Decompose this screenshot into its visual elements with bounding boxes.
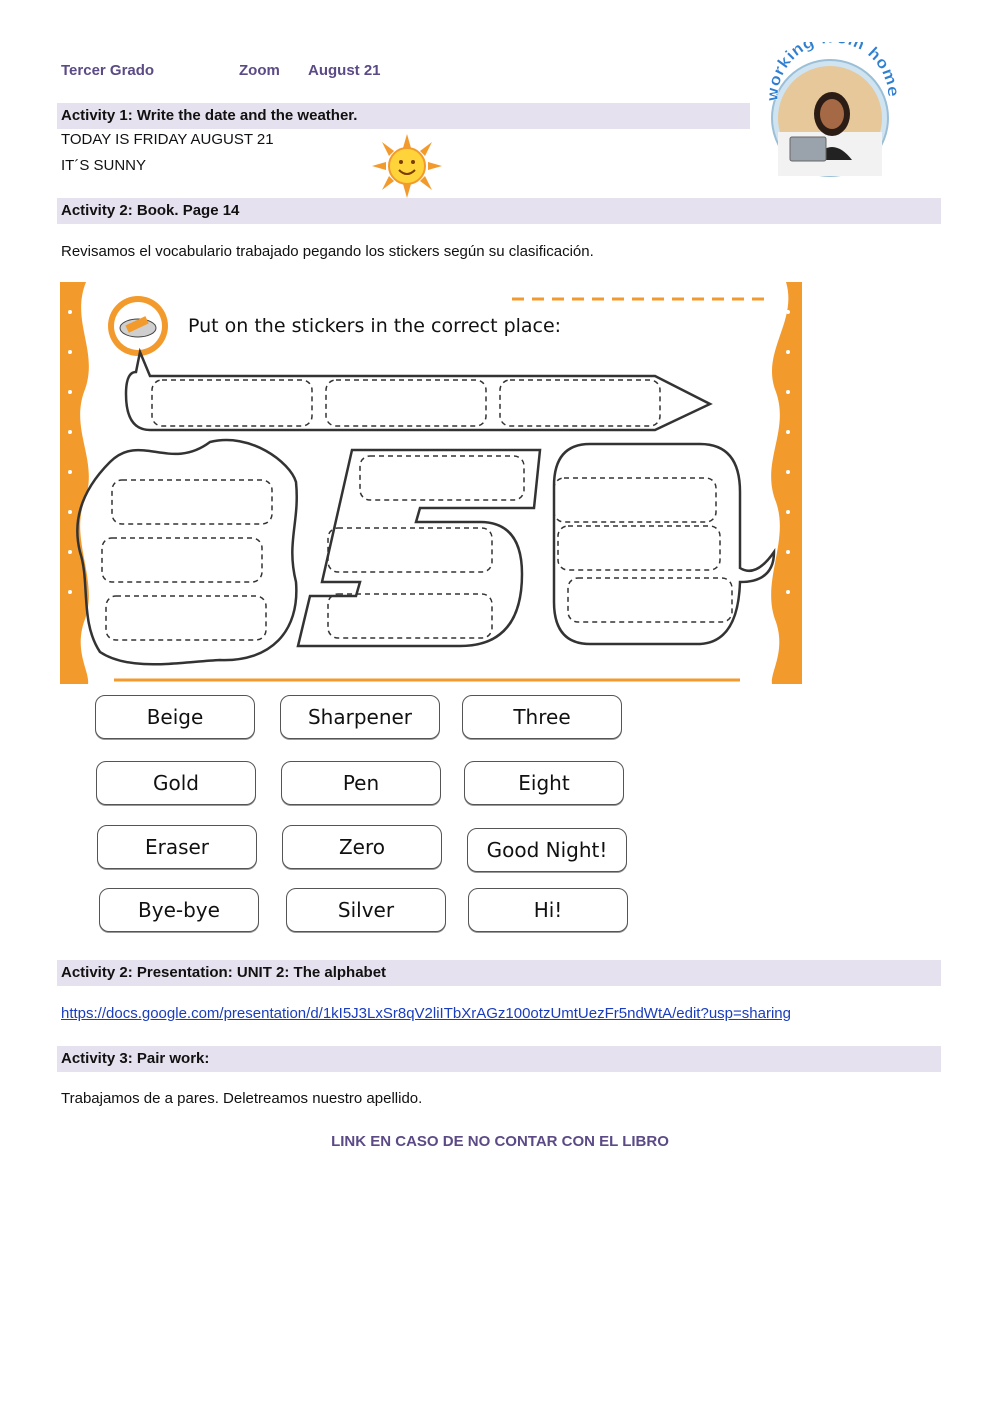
activity1-title: Activity 1: Write the date and the weather.	[61, 107, 358, 124]
activity3-title: Activity 3: Pair work:	[61, 1050, 210, 1067]
activity3-instruction: Trabajamos de a pares. Deletreamos nuestro apellido.	[61, 1090, 423, 1107]
activity2b-bar	[57, 960, 941, 986]
sticker-good-night: Good Night!	[467, 828, 627, 872]
activity1-bar	[57, 103, 750, 129]
working-from-home-badge	[760, 42, 900, 182]
sticker-eight: Eight	[464, 761, 624, 805]
sticker-pen: Pen	[281, 761, 441, 805]
sticker-three: Three	[462, 695, 622, 739]
activity1-line2: IT´S SUNNY	[61, 157, 147, 174]
sticker-beige: Beige	[95, 695, 255, 739]
activity2-instruction: Revisamos el vocabulario trabajado pegando los stickers según su clasificación.	[61, 243, 594, 260]
sticker-hi: Hi!	[468, 888, 628, 932]
presentation-link[interactable]: https://docs.google.com/presentation/d/1kI5J3LxSr8qV2liITbXrAGz100otzUmtUezFr5ndWtA/edit?usp=sharing	[61, 1005, 791, 1022]
activity3-bar	[57, 1046, 941, 1072]
platform-label: Zoom	[239, 62, 280, 79]
sticker-zero: Zero	[282, 825, 442, 869]
grade-label: Tercer Grado	[61, 62, 155, 79]
sun-icon	[372, 134, 442, 198]
sticker-gold: Gold	[96, 761, 256, 805]
book-link[interactable]: LINK EN CASO DE NO CONTAR CON EL LIBRO	[331, 1133, 669, 1150]
sticker-sharpener: Sharpener	[280, 695, 440, 739]
activity2-bar	[57, 198, 941, 224]
worksheet-title: Put on the stickers in the correct place:	[188, 315, 562, 337]
activity1-line1: TODAY IS FRIDAY AUGUST 21	[61, 131, 274, 148]
sticker-bye-bye: Bye-bye	[99, 888, 259, 932]
activity2b-title: Activity 2: Presentation: UNIT 2: The alphabet	[61, 964, 387, 981]
date-label: August 21	[308, 62, 381, 79]
sticker-eraser: Eraser	[97, 825, 257, 869]
worksheet-image	[60, 282, 802, 684]
sticker-silver: Silver	[286, 888, 446, 932]
activity2-title: Activity 2: Book. Page 14	[61, 202, 240, 219]
badge-text-icon: working m hom	[762, 42, 900, 103]
